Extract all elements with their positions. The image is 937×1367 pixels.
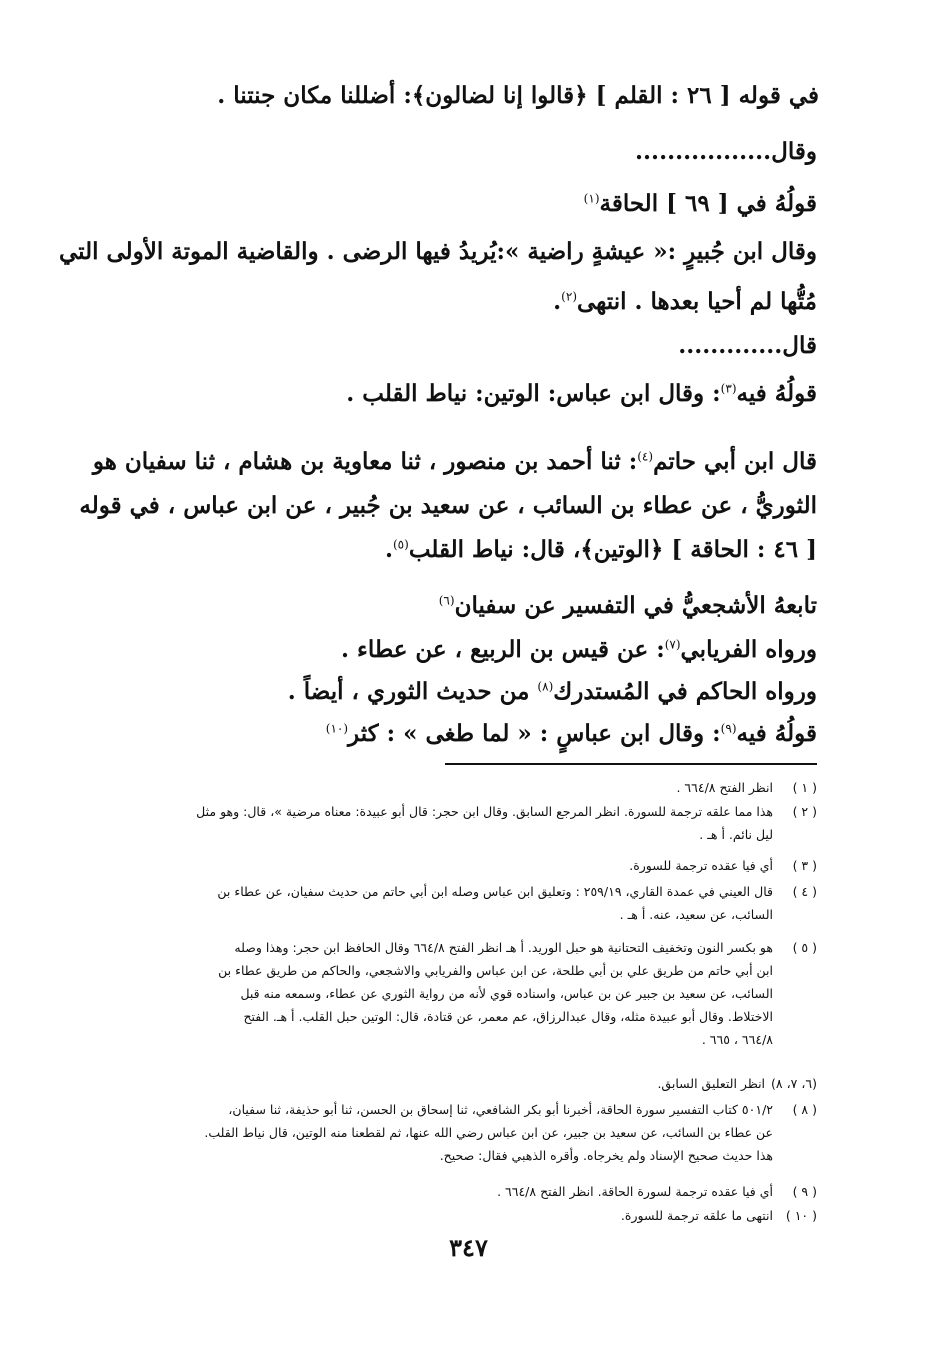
footnote-separator bbox=[445, 763, 817, 765]
footnote-text: انظر الفتح ٦٦٤/٨ . bbox=[676, 780, 773, 795]
footnote-ref[interactable]: (٧) bbox=[664, 637, 681, 652]
line-text: وقال................. bbox=[635, 138, 817, 165]
footnote-text: هذا مما علقه ترجمة للسورة. انظر المرجع السابق. وقال ابن حجر: قال أبو عبيدة: معناه مرضية »، قال: وهو مثل bbox=[196, 804, 773, 819]
footnote-text: ليل نائم. أ هـ . bbox=[699, 827, 773, 842]
footnote-text: هذا حديث صحيح الإسناد ولم يخرجاه. وأقره الذهبي فقال: صحيح. bbox=[439, 1148, 773, 1163]
line-text: وقال ابن جُبيرٍ :« عيشةٍ راضية »:يُريدُ فيها الرضى . والقاضية الموتة الأولى التي bbox=[58, 238, 817, 265]
text-line-2 bbox=[635, 136, 817, 168]
footnote-9 bbox=[100, 1180, 817, 1203]
footnote-text: الاختلاط. وقال أبو عبيدة مثله، وقال عبدالرزاق، عم معمر، عن قتادة، قال: الوتين حبل القلب. أ هـ. الفتح bbox=[243, 1009, 773, 1024]
text-line-5 bbox=[553, 286, 817, 318]
footnote-text: ٦٦٤/٨ ، ٦٦٥ . bbox=[701, 1032, 773, 1047]
line-text: . bbox=[553, 288, 562, 315]
heading-text: قولُهُ فيه bbox=[736, 720, 817, 747]
footnote-number: ( ١٠ ) bbox=[785, 1208, 817, 1223]
footnote-text: ٥٠١/٢ كتاب التفسير سورة الحاقة، أخبرنا أبو بكر الشافعي، ثنا إسحاق بن الحسن، ثنا أبو حذيفة، ثنا سفيان، bbox=[228, 1102, 773, 1117]
line-text: : وقال ابن عباسٍ : « لما طغى » : كثر bbox=[348, 720, 721, 747]
heading-text: قولُهُ فيه bbox=[736, 380, 817, 407]
footnote-number: (٦، ٧، ٨) bbox=[771, 1076, 817, 1091]
text-line-12 bbox=[341, 634, 817, 666]
footnote-number: ( ٤ ) bbox=[792, 884, 817, 899]
heading-text: قولُهُ في [ ٦٩ ] الحاقة bbox=[599, 190, 817, 217]
footnote-number: ( ٥ ) bbox=[792, 940, 817, 955]
footnote-ref[interactable]: (٥) bbox=[392, 537, 409, 552]
footnote-ref[interactable]: (٤) bbox=[637, 449, 654, 464]
footnote-text: انتهى ما علقه ترجمة للسورة. bbox=[620, 1208, 773, 1223]
line-text: تابعهُ الأشجعيُّ في التفسير عن سفيان bbox=[454, 592, 817, 619]
text-line-8 bbox=[92, 446, 817, 478]
footnote-3 bbox=[100, 854, 817, 877]
heading-al-haqqa bbox=[584, 188, 817, 220]
footnote-text: السائب، عن سعيد بن جبير عن بن عباس، واسناده قوي لأنه من رواية الثوري عن عطاء، وسمعه منه قبل bbox=[240, 986, 773, 1001]
footnote-ref[interactable]: (٢) bbox=[561, 289, 577, 304]
footnote-number: ( ٢ ) bbox=[792, 804, 817, 819]
line-text: : عن قيس بن الربيع ، عن عطاء . bbox=[340, 636, 665, 663]
line-text: : وقال ابن عباس: الوتين: نياط القلب . bbox=[346, 380, 721, 407]
footnote-text: أي فيا عقده ترجمة للسورة. bbox=[629, 858, 773, 873]
footnote-number: ( ٨ ) bbox=[792, 1102, 817, 1117]
line-text: الثوريُّ ، عن عطاء بن السائب ، عن سعيد بن جُبير ، عن ابن عباس ، في قوله bbox=[79, 492, 817, 519]
footnote-ref[interactable]: (١٠) bbox=[325, 721, 349, 736]
footnote-2 bbox=[100, 800, 817, 846]
line-text: من حديث الثوري ، أيضاً . bbox=[287, 678, 538, 705]
footnote-text: انظر التعليق السابق. bbox=[657, 1076, 766, 1091]
footnote-8 bbox=[100, 1098, 817, 1167]
footnote-10 bbox=[100, 1204, 817, 1227]
footnote-text: عن عطاء بن السائب، عن سعيد بن جبير، عن ابن عباس رضي الله عنها، ثم لقطعنا منه الوتين، قال نياط القلب. bbox=[204, 1125, 773, 1140]
footnote-1 bbox=[100, 776, 817, 799]
line-text: قال............. bbox=[678, 332, 817, 359]
text-line-13 bbox=[288, 676, 817, 708]
line-text: . bbox=[384, 536, 393, 563]
footnote-ref[interactable]: (٣) bbox=[720, 381, 737, 396]
footnote-number: ( ٩ ) bbox=[792, 1184, 817, 1199]
line-text: في قوله [ ٢٦ : القلم ] ﴿قالوا إنا لضالون﴾: أضللنا مكان جنتنا . bbox=[217, 82, 819, 109]
footnote-4 bbox=[100, 880, 817, 926]
heading-lamma-tagha bbox=[326, 718, 817, 750]
footnote-text: السائب، عن سعيد، عنه. أ هـ . bbox=[619, 907, 773, 922]
footnote-ref[interactable]: (٨) bbox=[537, 679, 554, 694]
footnote-number: ( ١ ) bbox=[792, 780, 817, 795]
footnote-text: هو بكسر النون وتخفيف التحتانية هو حبل الوريد. أ هـ انظر الفتح ٦٦٤/٨ وقال الحافظ ابن حجر: وهذا وصله bbox=[234, 940, 773, 955]
text-line-11 bbox=[439, 590, 817, 622]
line-text: قال ابن أبي حاتم bbox=[653, 448, 817, 475]
footnote-ref[interactable]: (٦) bbox=[438, 593, 455, 608]
text-line-4 bbox=[58, 236, 817, 268]
footnote-ref[interactable]: (١) bbox=[583, 191, 600, 206]
heading-qawluhu-fihi bbox=[346, 378, 817, 410]
line-text: ورواه الفريابي bbox=[680, 636, 817, 663]
line-text: ورواه الحاكم في المُستدرك bbox=[553, 678, 817, 705]
text-line-10 bbox=[385, 534, 817, 566]
line-text: [ ٤٦ : الحاقة ] ﴿الوتين﴾، قال: نياط القلب bbox=[408, 536, 817, 563]
footnote-5 bbox=[100, 936, 817, 1051]
footnote-text: ابن أبي حاتم من طريق علي بن أبي طلحة، عن ابن عباس والفريابي والاشجعي، والحاكم من طريق عطاء بن bbox=[218, 963, 773, 978]
line-text: مُتُّها لم أحيا بعدها . انتهى bbox=[577, 288, 817, 315]
text-line-1 bbox=[217, 80, 819, 112]
footnote-6-7-8 bbox=[100, 1072, 817, 1095]
footnote-text: قال العيني في عمدة القاري، ٢٥٩/١٩ : وتعليق ابن عباس وصله ابن أبي حاتم من حديث سفيان، عن عطاء بن bbox=[217, 884, 773, 899]
text-line-6 bbox=[678, 330, 817, 362]
page-number: ٣٤٧ bbox=[449, 1233, 488, 1262]
line-text: : ثنا أحمد بن منصور ، ثنا معاوية بن هشام ، ثنا سفيان هو bbox=[92, 448, 638, 475]
footnote-number: ( ٣ ) bbox=[792, 858, 817, 873]
footnote-text: أي فيا عقده ترجمة لسورة الحاقة. انظر الفتح ٦٦٤/٨ . bbox=[497, 1184, 773, 1199]
footnote-ref[interactable]: (٩) bbox=[720, 721, 737, 736]
text-line-9 bbox=[79, 490, 817, 522]
